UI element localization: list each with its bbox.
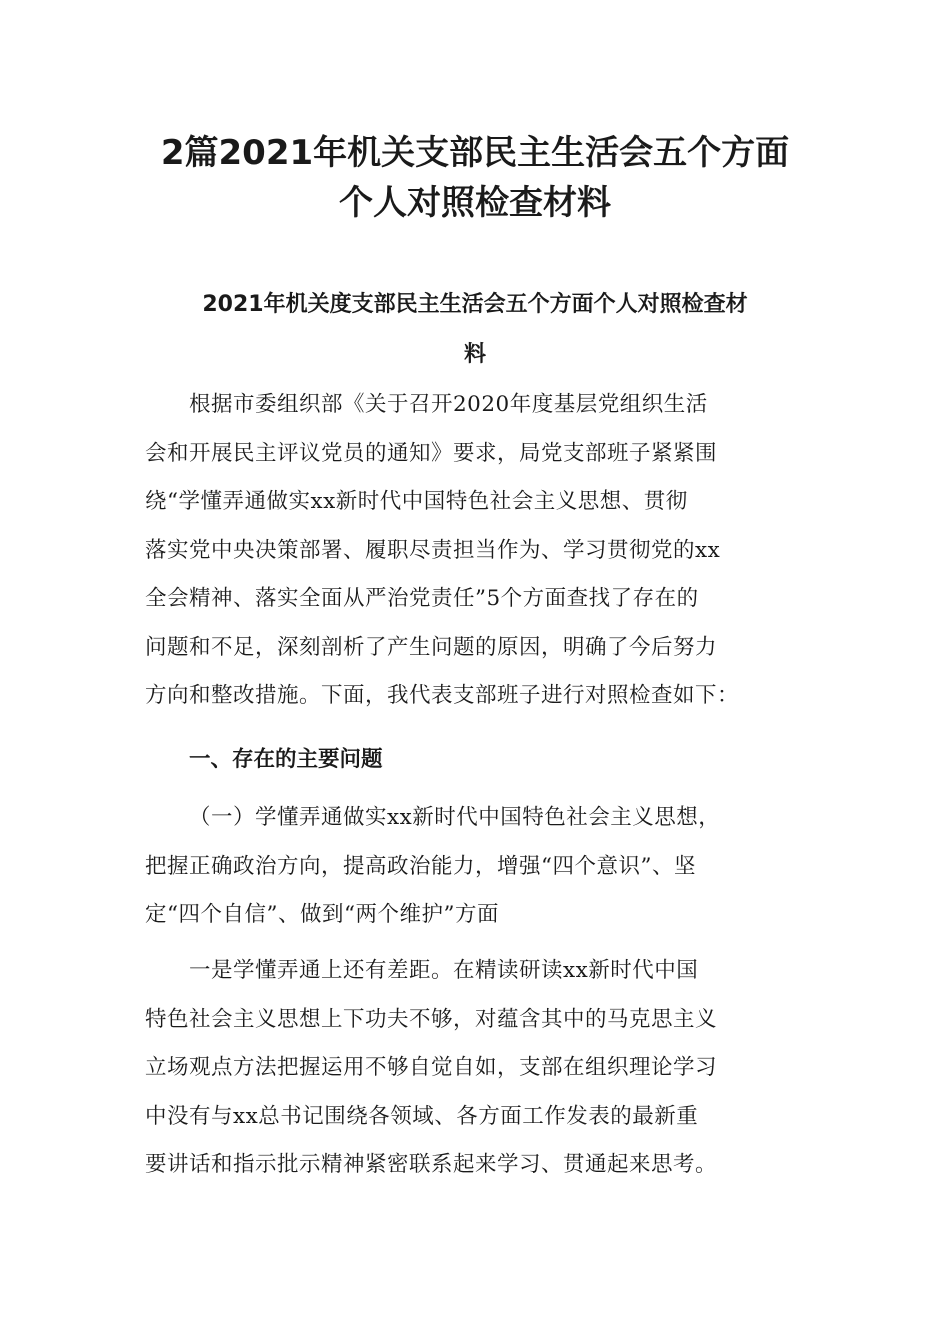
point-paragraph <box>145 947 805 1190</box>
point-line: 立场观点方法把握运用不够自觉自如，支部在组织理论学习 <box>145 1055 718 1080</box>
document-subtitle-line-1: 2021年机关度支部民主生活会五个方面个人对照检查材 <box>202 292 748 317</box>
intro-line: 问题和不足，深刻剖析了产生问题的原因，明确了今后努力 <box>145 634 718 660</box>
subsection-line: （一）学懂弄通做实xx新时代中国特色社会主义思想， <box>189 805 721 830</box>
section-heading-problems: 一、存在的主要问题 <box>189 747 383 772</box>
document-title-line-2: 个人对照检查材料 <box>339 183 611 223</box>
point-line: 特色社会主义思想上下功夫不够，对蕴含其中的马克思主义 <box>145 1006 718 1032</box>
intro-paragraph <box>145 381 805 721</box>
intro-line: 全会精神、落实全面从严治党责任”5个方面查找了存在的 <box>145 586 699 611</box>
subsection-line: 定“四个自信”、做到“两个维护”方面 <box>145 902 499 927</box>
point-line: 要讲话和指示批示精神紧密联系起来学习、贯通起来思考。 <box>145 1152 718 1177</box>
intro-line: 根据市委组织部《关于召开2020年度基层党组织生活 <box>189 392 708 417</box>
document-title-line-1: 2篇2021年机关支部民主生活会五个方面 <box>160 133 790 173</box>
subsection-line: 把握正确政治方向，提高政治能力，增强“四个意识”、坚 <box>145 853 696 879</box>
point-line: 一是学懂弄通上还有差距。在精读研读xx新时代中国 <box>189 958 699 983</box>
intro-line: 方向和整改措施。下面，我代表支部班子进行对照检查如下： <box>145 683 740 708</box>
intro-line: 绕“学懂弄通做实xx新时代中国特色社会主义思想、贯彻 <box>145 489 688 514</box>
point-line: 中没有与xx总书记围绕各领域、各方面工作发表的最新重 <box>145 1103 699 1129</box>
document-subtitle-line-2: 料 <box>463 342 486 367</box>
intro-line: 会和开展民主评议党员的通知》要求，局党支部班子紧紧围 <box>145 440 718 466</box>
subsection-paragraph <box>145 794 805 940</box>
document-subtitle <box>145 280 805 380</box>
document-title <box>0 128 950 228</box>
intro-line: 落实党中央决策部署、履职尽责担当作为、学习贯彻党的xx <box>145 537 721 563</box>
